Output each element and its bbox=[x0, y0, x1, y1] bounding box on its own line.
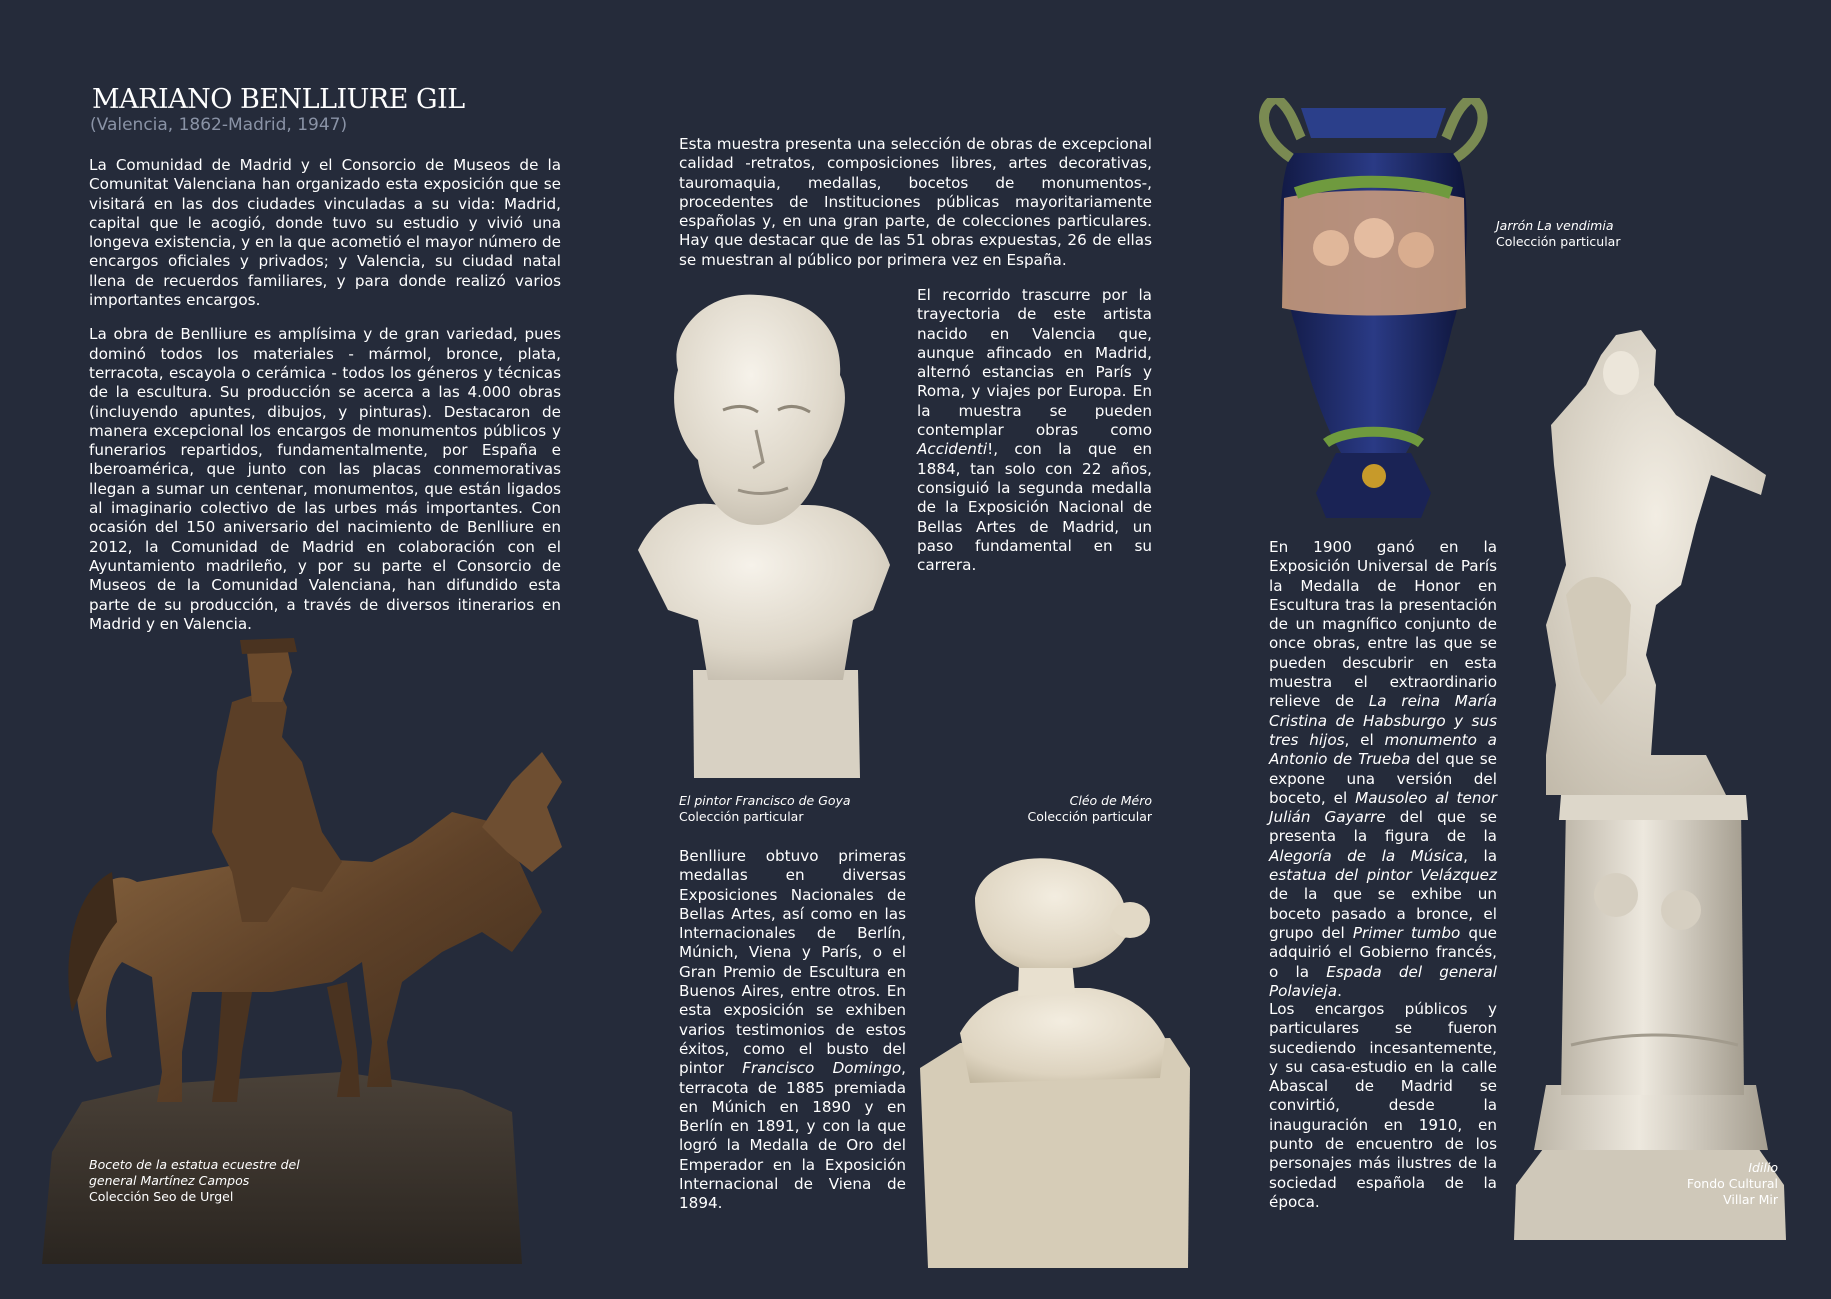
goya-caption: El pintor Francisco de Goya Colección particular bbox=[679, 793, 851, 824]
commissions-paragraph: Los encargos públicos y particulares se fueron sucediendo incesantemente, y su casa-estudio en la calle Abascal de Madrid se convirtió, desde la inauguración en 1910, en punto de encuentro de los personajes más ilustres de la sociedad española de la época. bbox=[1269, 1000, 1497, 1211]
page-title: MARIANO BENLLIURE GIL bbox=[92, 84, 465, 115]
cleo-bust-image bbox=[920, 858, 1192, 1268]
route-paragraph: El recorrido trascurre por la trayectoria de este artista nacido en Valencia que, aunque afincado en Madrid, alternó estancias en París y Roma, y viajes por Europa. En la muestra se pueden contemplar obras como Accidenti!, con la que en 1884, tan solo con 22 años, consiguió la segunda medalla de la Exposición Nacional de Bellas Artes de Madrid, un paso fundamental en su carrera. bbox=[917, 286, 1152, 575]
goya-bust-image bbox=[628, 290, 898, 780]
idilio-sculpture-image bbox=[1506, 325, 1796, 1245]
page-subtitle: (Valencia, 1862-Madrid, 1947) bbox=[90, 115, 348, 135]
intro-paragraph: La Comunidad de Madrid y el Consorcio de Museos de la Comunitat Valenciana han organizado esta exposición que se visitará en las dos ciudades vinculadas a su vida: Madrid, capital que le acogió, donde tuvo su estudio y vivió una longeva existencia, y en la que acometió el mayor número de encargos oficiales y privados; y Valencia, su ciudad natal llena de recuerdos familiares, y para donde realizó varios importantes encargos. bbox=[89, 156, 561, 310]
idilio-caption: Idilio Fondo Cultural Villar Mir bbox=[1686, 1160, 1778, 1207]
vase-caption: Jarrón La vendimia Colección particular bbox=[1496, 218, 1621, 249]
medals-paragraph: Benlliure obtuvo primeras medallas en diversas Exposiciones Nacionales de Bellas Artes, así como en las Internacionales de Berlín, Múnich, Viena y París, o el Gran Premio de Escultura en Buenos Aires, entre otros. En esta exposición se exhiben varios testimonios de estos éxitos, como el busto del pintor Francisco Domingo, terracota de 1885 premiada en Múnich en 1890 y en Berlín en 1891, y con la que logró la Medalla de Oro del Emperador en la Exposición Internacional de Viena de 1894. bbox=[679, 847, 906, 1213]
equestrian-caption: Boceto de la estatua ecuestre del general Martínez Campos Colección Seo de Urgel bbox=[89, 1157, 300, 1204]
selection-paragraph: Esta muestra presenta una selección de obras de excepcional calidad -retratos, composiciones libres, artes decorativas, tauromaquia, medallas, bocetos de monumentos-, procedentes de Instituciones públicas mayoritariamente españolas y, en una gran parte, de colecciones particulares. Hay que destacar que de las 51 obras expuestas, 26 de ellas se muestran al público por primera vez en España. bbox=[679, 135, 1152, 269]
cleo-caption: Cléo de Méro Colección particular bbox=[1027, 793, 1152, 824]
vase-image bbox=[1256, 98, 1490, 526]
work-paragraph: La obra de Benlliure es amplísima y de gran variedad, pues dominó todos los materiales - mármol, bronce, plata, terracota, escayola o cerámica - todos los géneros y técnicas de la escultura. Su producción se acerca a las 4.000 obras (incluyendo apuntes, dibujos, y pinturas). Destacaron de manera excepcional los encargos de monumentos públicos y funerarios repartidos, fundamentalmente, por España e Iberoamérica, que junto con las placas conmemorativas llegan a sumar un centenar, monumentos, que están ligados al imaginario colectivo de las urbes más importantes. Con ocasión del 150 aniversario del nacimiento de Benlliure en 2012, la Comunidad de Madrid en colaboración con el Ayuntamiento madrileño, y por su parte el Consorcio de Museos de la Comunidad Valenciana, han difundido esta parte de su producción, a través de diversos itinerarios en Madrid y en Valencia. bbox=[89, 325, 561, 633]
column-1-text bbox=[89, 156, 561, 649]
paris-paragraph: En 1900 ganó en la Exposición Universal de París la Medalla de Honor en Escultura tras la presentación de un magnífico conjunto de once obras, entre las que se pueden descubrir en esta muestra el extraordinario relieve de La reina María Cristina de Habsburgo y sus tres hijos, el monumento a Antonio de Trueba del que se expone una versión del boceto, el Mausoleo al tenor Julián Gayarre del que se presenta la figura de la Alegoría de la Música, la estatua del pintor Velázquez de la que se exhibe un boceto pasado a bronce, el grupo del Primer tumbo que adquirió el Gobierno francés, o la Espada del general Polavieja. bbox=[1269, 538, 1497, 1000]
